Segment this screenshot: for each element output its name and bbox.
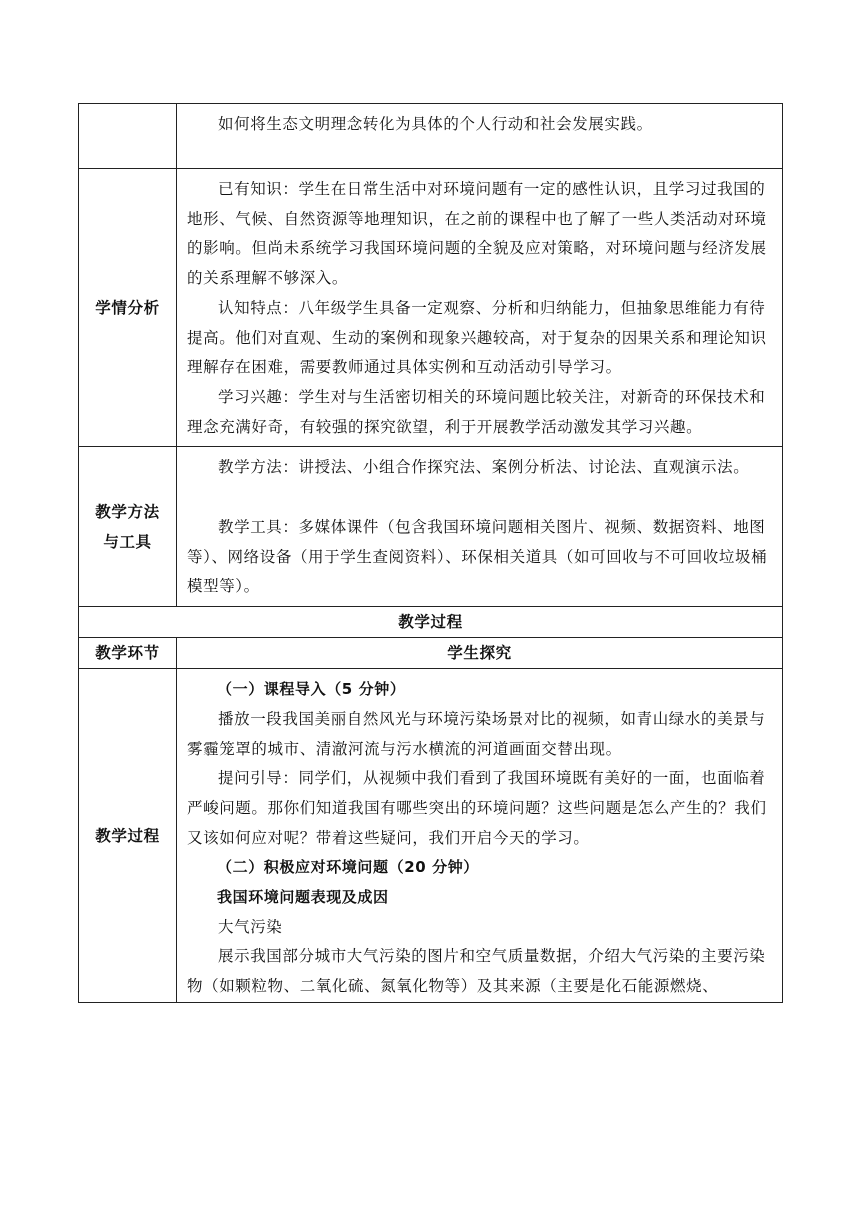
learning-analysis-label: 学情分析 [79,169,177,447]
learning-interest-paragraph: 学习兴趣：学生对与生活密切相关的环境问题比较关注，对新奇的环保技术和理念充满好奇，有较强的探究欲望，利于开展教学活动激发其学习兴趣。 [187,387,766,436]
process-section-title: 教学过程 [79,607,783,638]
methods-tools-label [79,447,177,607]
process-header-row [79,638,783,669]
intro-question-paragraph: 提问引导：同学们，从视频中我们看到了我国环境既有美好的一面，也面临着严峻问题。那你们知道我国有哪些突出的环境问题？这些问题是怎么产生的？我们又该如何应对呢？带着这些疑问，我们开启今天的学习。 [187,769,767,847]
inquiry-column-header: 学生探究 [177,638,783,669]
empty-label-cell [79,104,177,169]
air-pollution-paragraph: 展示我国部分城市大气污染的图片和空气质量数据，介绍大气污染的主要污染物（如颗粒物、二氧化硫、氮氧化物等）及其来源（主要是化石能源燃烧、 [187,947,766,996]
spacer [187,483,776,513]
environment-section-title: （二）积极应对环境问题（20 分钟） [217,858,479,877]
methods-tools-row [79,447,783,607]
cognitive-traits-paragraph: 认知特点：八年级学生具备一定观察、分析和归纳能力，但抽象思维能力有待提高。他们对直观、生动的案例和现象兴趣较高，对于复杂的因果关系和理论知识理解存在困难，需要教师通过具体实例和互动活动引导学习。 [187,298,767,377]
learning-analysis-row [79,169,783,447]
stage-column-header: 教学环节 [79,638,177,669]
process-content-row [79,669,783,1003]
methods-tools-label-line2: 与工具 [103,532,152,551]
objective-text: 如何将生态文明理念转化为具体的个人行动和社会发展实践。 [218,115,653,133]
methods-tools-cell [177,447,783,607]
prior-knowledge-paragraph: 已有知识：学生在日常生活中对环境问题有一定的感性认识，且学习过我国的地形、气候、自然资源等地理知识，在之前的课程中也了解了一些人类活动对环境的影响。但尚未系统学习我国环境问题的全貌及应对策略，对环境问题与经济发展的关系理解不够深入。 [187,180,767,288]
intro-video-paragraph: 播放一段我国美丽自然风光与环境污染场景对比的视频，如青山绿水的美景与雾霾笼罩的城市、清澈河流与污水横流的河道画面交替出现。 [187,709,766,758]
teaching-methods-text: 教学方法：讲授法、小组合作探究法、案例分析法、讨论法、直观演示法。 [218,458,750,477]
learning-analysis-cell [177,169,783,447]
intro-section-title: （一）课程导入（5 分钟） [217,680,406,699]
teaching-tools-text: 教学工具：多媒体课件（包含我国环境问题相关图片、视频、数据资料、地图等）、网络设备（用于学生查阅资料）、环保相关道具（如可回收与不可回收垃圾桶模型等）。 [187,518,768,596]
objective-continuation-row [79,104,783,169]
lesson-plan-table [78,103,783,1003]
air-pollution-heading: 大气污染 [218,917,283,936]
problems-subtitle: 我国环境问题表现及成因 [217,888,389,907]
methods-tools-label-line1: 教学方法 [95,502,160,521]
process-title-row [79,607,783,638]
process-row-label: 教学过程 [79,669,177,1003]
process-content-cell [177,669,783,1003]
objective-cell [177,104,783,169]
